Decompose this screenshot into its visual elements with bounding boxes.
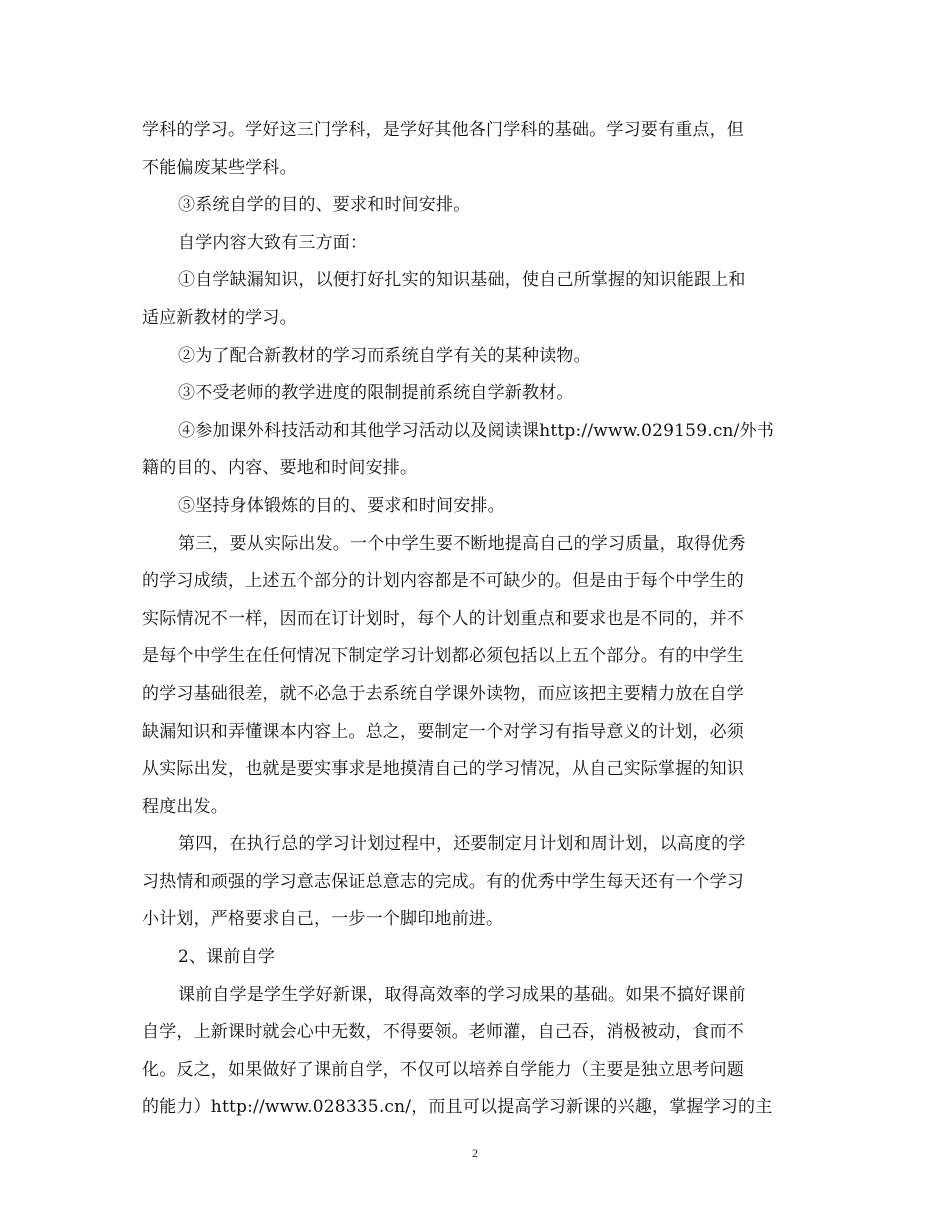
text-line: 化。反之，如果做好了课前自学，不仅可以培养自学能力（主要是独立思考问题 — [142, 1059, 744, 1080]
text-line: 从实际出发，也就是要实事求是地摸清自己的学习情况，从自己实际掌握的知识 — [142, 759, 744, 780]
text-line: 缺漏知识和弄懂课本内容上。总之，要制定一个对学习有指导意义的计划，必须 — [142, 721, 744, 742]
text-line: 籍的目的、内容、要地和时间安排。 — [142, 458, 418, 479]
text-line: 的能力）http://www.028335.cn/，而且可以提高学习新课的兴趣，掌握学习的主 — [142, 1097, 773, 1118]
text-line: 第四，在执行总的学习计划过程中，还要制定月计划和周计划，以高度的学 — [178, 834, 746, 855]
text-line: 的学习成绩，上述五个部分的计划内容都是不可缺少的。但是由于每个中学生的 — [142, 571, 744, 592]
text-line: 第三，要从实际出发。一个中学生要不断地提高自己的学习质量，取得优秀 — [178, 533, 746, 554]
text-line: ③系统自学的目的、要求和时间安排。 — [178, 195, 471, 216]
text-line: 是每个中学生在任何情况下制定学习计划都必须包括以上五个部分。有的中学生 — [142, 646, 744, 667]
text-line: ④参加课外科技活动和其他学习活动以及阅读课http://www.029159.cn/外书 — [178, 420, 775, 441]
text-line: 自学，上新课时就会心中无数，不得要领。老师灌，自己吞，消极被动，食而不 — [142, 1022, 744, 1043]
text-line: 习热情和顽强的学习意志保证总意志的完成。有的优秀中学生每天还有一个学习 — [142, 871, 744, 892]
text-line: 实际情况不一样，因而在订计划时，每个人的计划重点和要求也是不同的，并不 — [142, 608, 744, 629]
text-line: 适应新教材的学习。 — [142, 307, 297, 328]
text-line: 自学内容大致有三方面： — [178, 232, 368, 253]
text-line: 不能偏废某些学科。 — [142, 157, 297, 178]
section-heading: 2、课前自学 — [178, 947, 276, 968]
text-line: 学科的学习。学好这三门学科，是学好其他各门学科的基础。学习要有重点，但 — [142, 120, 744, 140]
page-number: 2 — [472, 1146, 478, 1160]
text-line: 小计划，严格要求自己，一步一个脚印地前进。 — [142, 909, 504, 930]
text-line: ①自学缺漏知识，以便打好扎实的知识基础，使自己所掌握的知识能跟上和 — [178, 270, 746, 291]
text-line: ⑤坚持身体锻炼的目的、要求和时间安排。 — [178, 495, 505, 516]
text-line: ②为了配合新教材的学习而系统自学有关的某种读物。 — [178, 345, 591, 366]
body-text — [142, 112, 822, 1127]
text-line: 课前自学是学生学好新课，取得高效率的学习成果的基础。如果不搞好课前 — [178, 984, 746, 1005]
text-line: 程度出发。 — [142, 796, 228, 817]
text-line: ③不受老师的教学进度的限制提前系统自学新教材。 — [178, 383, 574, 404]
text-line: 的学习基础很差，就不必急于去系统自学课外读物，而应该把主要精力放在自学 — [142, 683, 744, 704]
